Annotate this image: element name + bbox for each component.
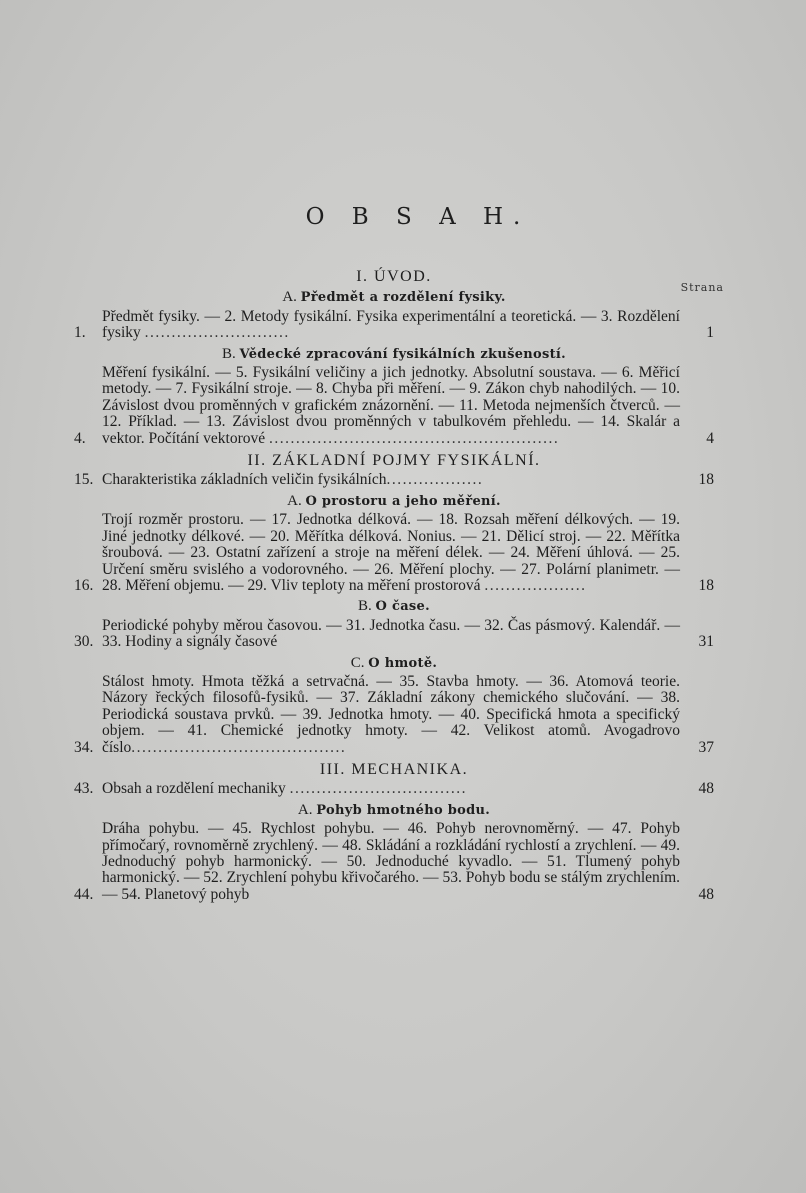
entry-page: 18 xyxy=(698,471,714,489)
subsection-title: O čase. xyxy=(375,599,430,615)
subsection-title: O hmotě. xyxy=(368,655,438,671)
toc-entry[interactable] xyxy=(74,781,714,797)
toc-entry[interactable] xyxy=(74,618,714,651)
subsection-title: Předmět a rozdělení fysiky. xyxy=(300,290,506,306)
entry-page: 48 xyxy=(698,780,714,798)
entry-number: 4. xyxy=(74,429,86,447)
toc-entry[interactable] xyxy=(74,472,714,488)
subsection-heading xyxy=(74,802,714,819)
part-heading: III. MECHANIKA. xyxy=(319,760,469,778)
subsection-heading xyxy=(74,289,714,306)
part-heading: I. ÚVOD. xyxy=(356,268,432,285)
subsection-title: Pohyb hmotného bodu. xyxy=(316,802,491,818)
toc-entry[interactable] xyxy=(74,674,714,756)
page-column-label: Strana xyxy=(680,281,724,294)
subsection-heading xyxy=(74,655,714,672)
subsection-heading xyxy=(74,598,714,615)
entry-text: Měření fysikální. — 5. Fysikální veličiny a jich jednotky. Absolutní soustava. — 6. Měřicí metody. — 7. Fysikální stroje. — 8. Chyba při měření. — 9. Zákon chyb nahodilých. — 10. Závislost dvou proměnných v grafickém znázornění. — 11. Metoda nejmenších čtverců. — 12. Příklad. — 13. Závislost dvou proměnných v tabulkovém přehledu. — 14. Skalár a vektor. Počítání vektorové ...................................................... xyxy=(102,364,680,447)
subsection-letter: A. xyxy=(297,801,313,818)
entry-page: 4 xyxy=(706,429,714,447)
subsection-letter: B. xyxy=(358,598,372,615)
entry-page: 31 xyxy=(698,633,714,651)
entry-number: 44. xyxy=(74,885,94,903)
toc-entry[interactable] xyxy=(74,512,714,594)
subsection-letter: B. xyxy=(222,345,236,362)
subsection-title: O prostoru a jeho měření. xyxy=(305,493,501,509)
subsection-heading xyxy=(74,346,714,363)
subsection-letter: A. xyxy=(287,492,302,509)
entry-text: Stálost hmoty. Hmota těžká a setrvačná. — 35. Stavba hmoty. — 36. Atomová teorie. Názory řeckých filosofů-fysiků. — 37. Základní zákony chemického slučování. — 38. Periodická soustava prvků. — 39. Jednotka hmoty. — 40. Specifická hmota a specifický objem. — 41. Chemické jednotky hmoty. — 42. Velikost atomů. Avogadrovo číslo........................................ xyxy=(102,672,680,756)
entry-number: 1. xyxy=(74,324,86,342)
toc-entry[interactable] xyxy=(74,821,714,903)
entry-page: 18 xyxy=(698,576,714,594)
subsection-title: Vědecké zpracování fysikálních zkušeností. xyxy=(239,346,566,362)
toc-entry[interactable] xyxy=(74,365,714,447)
toc-entry[interactable] xyxy=(74,309,714,342)
entry-number: 15. xyxy=(74,471,94,489)
subsection-letter: C. xyxy=(350,654,365,671)
entry-text: Předmět fysiky. — 2. Metody fysikální. Fysika experimentální a teoretická. — 3. Rozdělení fysiky ........................... xyxy=(102,307,680,342)
table-of-contents xyxy=(74,269,714,904)
part-heading: II. ZÁKLADNÍ POJMY FYSIKÁLNÍ. xyxy=(247,452,541,470)
subsection-letter: A. xyxy=(282,289,297,306)
entry-number: 34. xyxy=(74,738,94,756)
entry-text: Trojí rozměr prostoru. — 17. Jednotka délková. — 18. Rozsah měření délkových. — 19. Jiné jednotky délkové. — 20. Měřítka délková. Nonius. — 21. Dělicí stroj. — 22. Měřítka šroubová. — 23. Ostatní zařízení a stroje na měření délek. — 24. Měření úhlová. — 25. Určení směru svislého a vodorovného. — 26. Měření plochy. — 27. Polární planimetr. — 28. Měření objemu. — 29. Vliv teploty na měření prostorová ................... xyxy=(102,511,680,594)
entry-text: Periodické pohyby měrou časovou. — 31. Jednotka času. — 32. Čas pásmový. Kalendář. — 33. Hodiny a signály časové xyxy=(102,616,680,651)
entry-text: Dráha pohybu. — 45. Rychlost pohybu. — 46. Pohyb nerovnoměrný. — 47. Pohyb přímočarý, rovnoměrně zrychlený. — 48. Skládání a rozkládání rychlostí a zrychlení. — 49. Jednoduchý pohyb harmonický. — 50. Jednoduché kyvadlo. — 51. Tlumený pohyb harmonický. — 52. Zrychlení pohybu křivočarého. — 53. Pohyb bodu se stálým zrychlením. — 54. Planetový pohyb xyxy=(102,820,680,903)
entry-text: Obsah a rozdělení mechaniky ................................. xyxy=(102,781,468,798)
entry-number: 43. xyxy=(74,780,94,798)
entry-number: 30. xyxy=(74,633,94,651)
page-title: O B S A H. xyxy=(305,204,531,230)
entry-number: 16. xyxy=(74,576,94,594)
subsection-heading xyxy=(74,493,714,510)
entry-page: 1 xyxy=(706,324,714,342)
entry-page: 37 xyxy=(698,738,714,756)
entry-page: 48 xyxy=(698,885,714,903)
entry-text: Charakteristika základních veličin fysikálních.................. xyxy=(102,472,484,489)
